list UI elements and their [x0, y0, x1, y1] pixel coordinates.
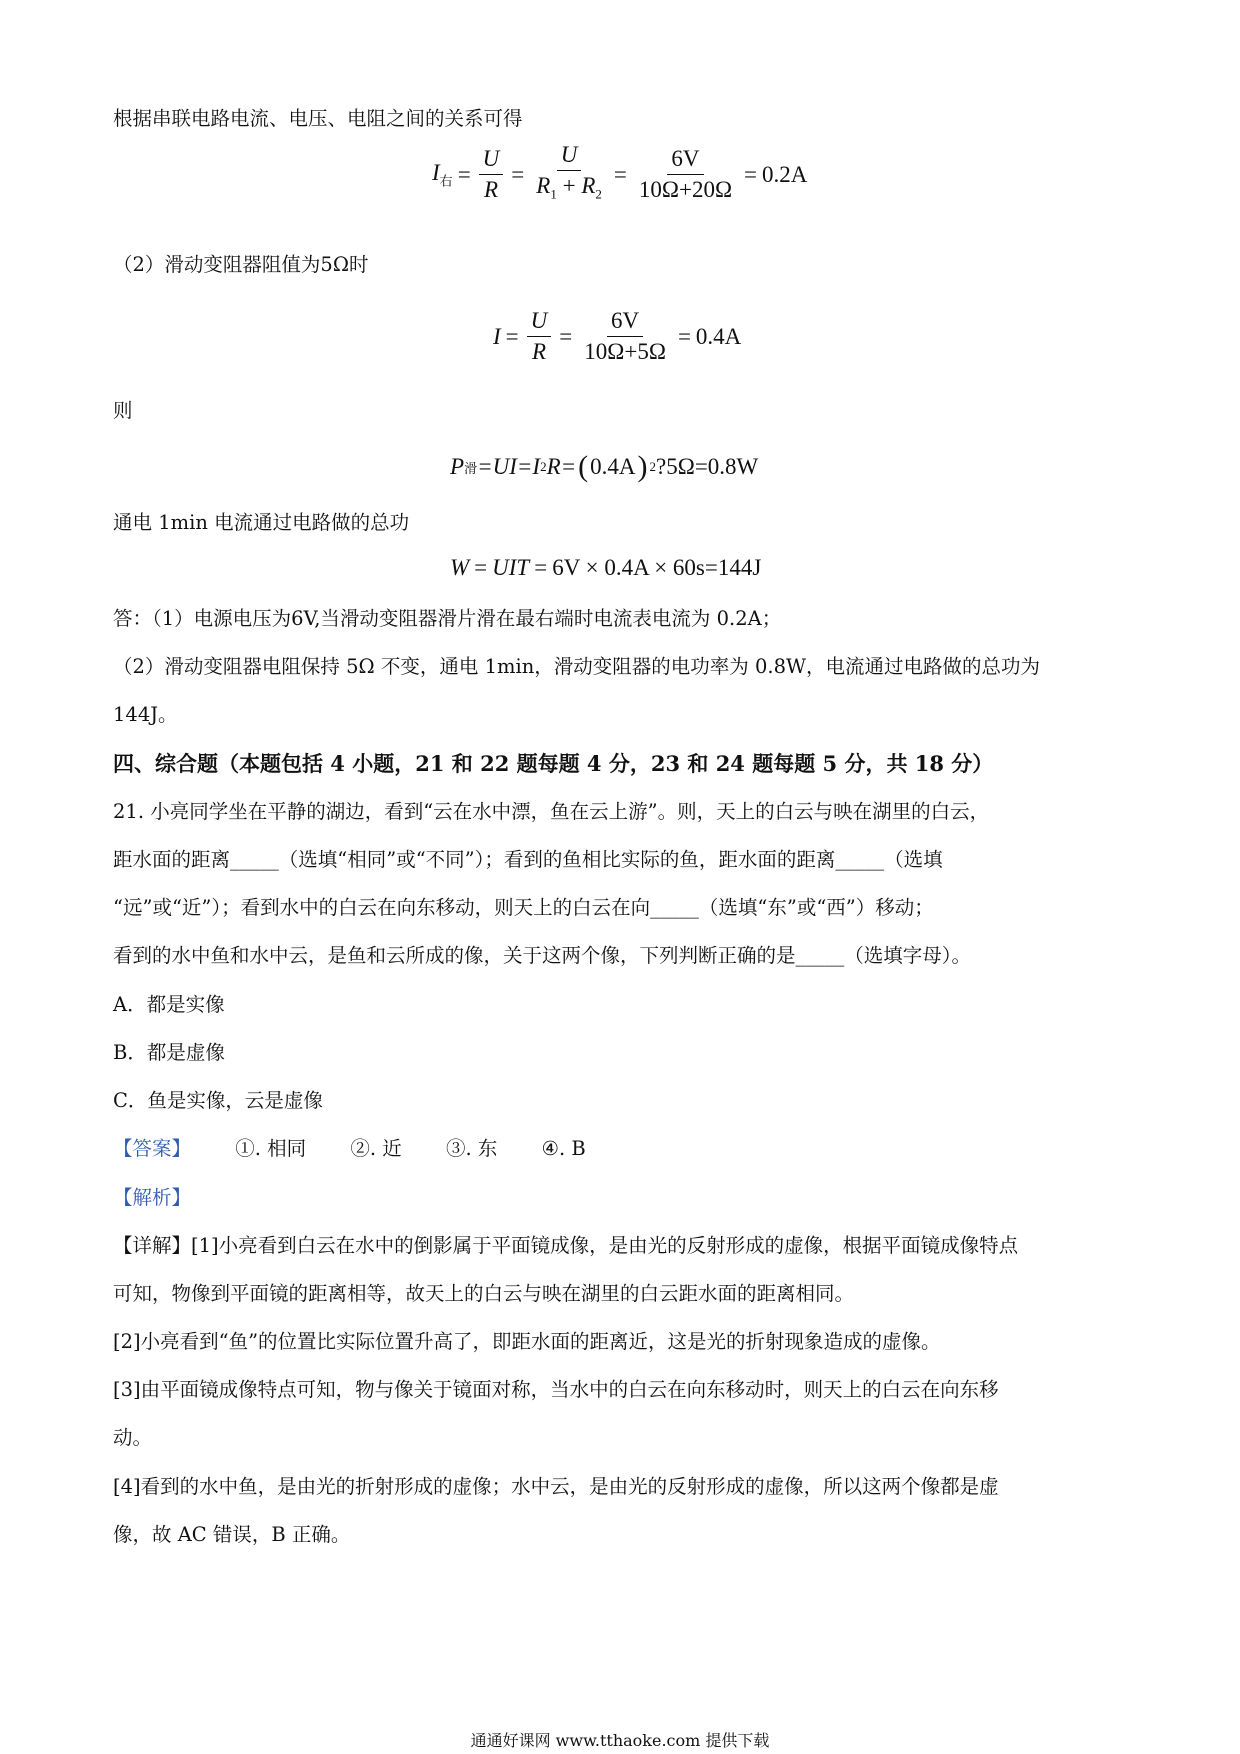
option-a: A．都是实像: [113, 993, 225, 1016]
detail-line-7: 像，故 AC 错误，B 正确。: [113, 1523, 351, 1546]
answer-item: ①. 相同: [235, 1137, 307, 1160]
question-21-line-4: 看到的水中鱼和水中云，是鱼和云所成的像，关于这两个像，下列判断正确的是_____（选填字母）。: [113, 944, 972, 967]
question-21-line-1: 21. 小亮同学坐在平静的湖边，看到“云在水中漂，鱼在云上游”。则，天上的白云与映在湖里的白云，: [113, 800, 990, 823]
option-c: C．鱼是实像，云是虚像: [113, 1089, 323, 1112]
detail-line-3: [2]小亮看到“鱼”的位置比实际位置升高了，即距水面的距离近，这是光的折射现象造成的虚像。: [113, 1330, 941, 1353]
detail-line-4: [3]由平面镜成像特点可知，物与像关于镜面对称，当水中的白云在向东移动时，则天上的白云在向东移: [113, 1378, 999, 1401]
question-21-line-2: 距水面的距离_____（选填“相同”或“不同”）；看到的鱼相比实际的鱼，距水面的距离_____（选填: [113, 848, 943, 871]
detail-line-6: [4]看到的水中鱼，是由光的折射形成的虚像；水中云，是由光的反射形成的虚像，所以这两个像都是虚: [113, 1475, 999, 1498]
fraction-u-over-r1-r2: $\frac{U}{R_1 + R_2}$: [536, 142, 602, 202]
part2-text: （2）滑动变阻器阻值为5Ω时: [113, 253, 369, 276]
answer-2-line-1: （2）滑动变阻器电阻保持 5Ω 不变，通电 1min，滑动变阻器的电功率为 0.8W，电流通过电路做的总功为: [113, 655, 1041, 678]
formula-current-5ohm: I = $\frac{U}{R}$ = $\frac{6V}{10\Omega+5\Omega}$ = 0.4A: [493, 308, 742, 364]
intro-text: 根据串联电路电流、电压、电阻之间的关系可得: [113, 107, 523, 130]
answer-2-line-2: 144J。: [113, 703, 178, 726]
detail-line-5: 动。: [113, 1426, 153, 1449]
detail-line-1: 【详解】[1]小亮看到白云在水中的倒影属于平面镜成像，是由光的反射形成的虚像，根据平面镜成像特点: [113, 1234, 1019, 1257]
section-heading: 四、综合题（本题包括 4 小题，21 和 22 题每题 4 分，23 和 24 题每题 5 分，共 18 分）: [113, 751, 994, 776]
then-text: 则: [113, 399, 133, 422]
answer-item: ②. 近: [350, 1137, 402, 1160]
fraction-u-over-r: $\frac{U}{R}$: [527, 308, 552, 365]
formula-power: P 滑 =UI=I 2 R= ( 0.4A ) 2 ?5Ω=0.8W: [450, 450, 759, 483]
formula-current-series: $I_右$ = $\frac{U}{R}$ = $\frac{U}{R_1 + R_2}$ = $\frac{6V}{10\Omega+20\Omega}$ = 0.2A: [432, 142, 807, 208]
formula-result: 0.4A: [695, 323, 742, 349]
page-footer: 通通好课网 www.tthaoke.com 提供下载: [470, 1731, 770, 1750]
formula-lhs: $I_右$: [432, 160, 453, 189]
fraction-numeric: $\frac{6V}{10\Omega+20\Omega}$: [638, 146, 733, 203]
question-21-line-3: “远”或“近”）；看到水中的白云在向东移动，则天上的白云在向_____（选填“东”或“西”）移动；: [113, 896, 934, 919]
answer-item: ③. 东: [445, 1137, 498, 1160]
formula-work: W = UIT = 6V × 0.4A × 60s=144J: [450, 555, 762, 580]
answer-row: [113, 1134, 1133, 1164]
work-text: 通电 1min 电流通过电路做的总功: [113, 511, 410, 534]
fraction-numeric: $\frac{6V}{10\Omega+5\Omega}$: [584, 308, 666, 364]
answer-1: 答：（1）电源电压为6V,当滑动变阻器滑片滑在最右端时电流表电流为 0.2A；: [113, 607, 782, 630]
analysis-label: 【解析】: [113, 1186, 192, 1209]
answer-label: 【答案】: [113, 1137, 192, 1160]
option-b: B．都是虚像: [113, 1041, 225, 1064]
answer-item: ④. B: [541, 1137, 586, 1160]
detail-line-2: 可知，物像到平面镜的距离相等，故天上的白云与映在湖里的白云距水面的距离相同。: [113, 1282, 855, 1305]
fraction-u-over-r: $\frac{U}{R}$: [479, 146, 504, 203]
formula-result: 0.2A: [762, 161, 808, 187]
